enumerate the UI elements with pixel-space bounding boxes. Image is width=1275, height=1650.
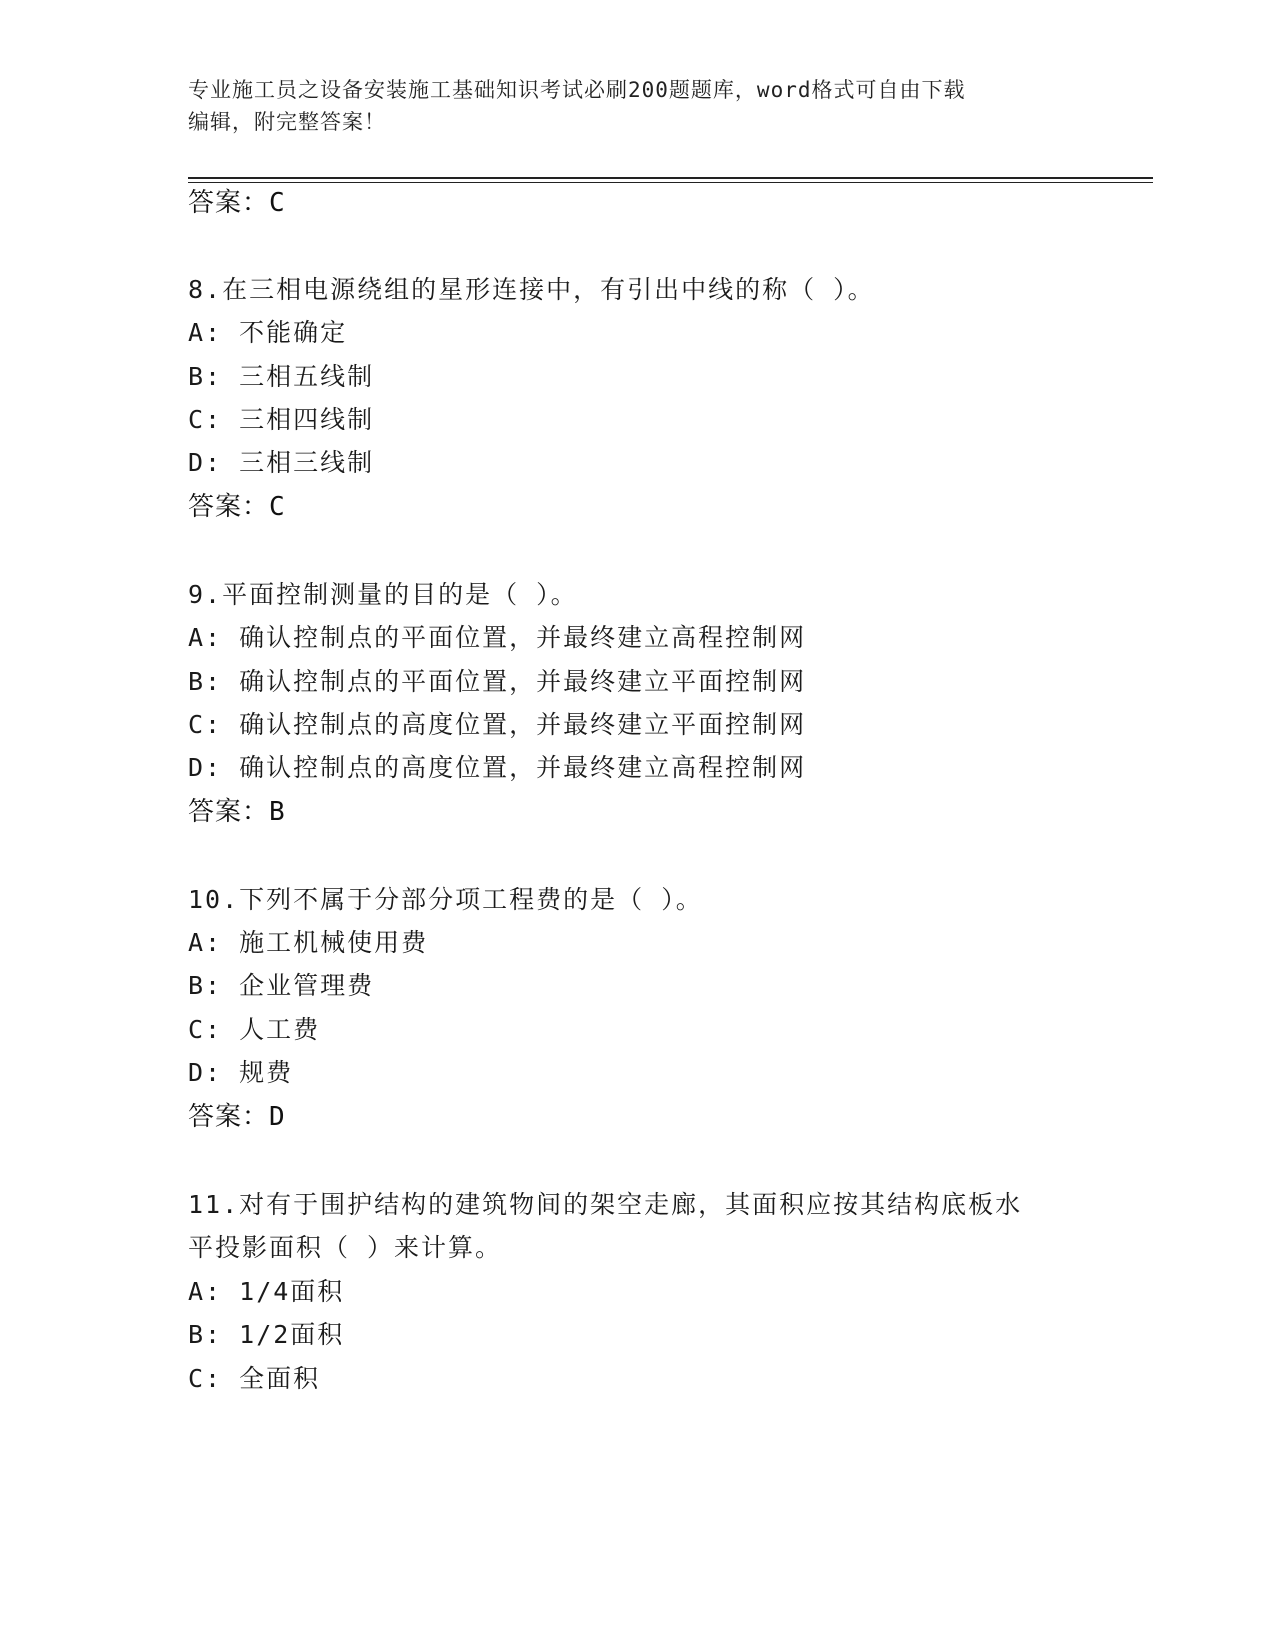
header-line-1: 专业施工员之设备安装施工基础知识考试必刷200题题库，word格式可自由下载 — [188, 78, 966, 102]
question-8-option-c: C: 三相四线制 — [188, 405, 375, 434]
answer-value: C — [269, 188, 286, 218]
question-8-stem: 8.在三相电源绕组的星形连接中，有引出中线的称（ ）。 — [188, 275, 875, 304]
question-8-option-a: A: 不能确定 — [188, 318, 348, 347]
answer-9 — [188, 795, 286, 829]
question-11-stem-line-2: 平投影面积（ ）来计算。 — [188, 1233, 503, 1262]
answer-8 — [188, 490, 286, 524]
question-8-option-b: B: 三相五线制 — [188, 362, 375, 391]
question-11-option-a: A: 1/4面积 — [188, 1277, 345, 1306]
question-11-option-b: B: 1/2面积 — [188, 1320, 345, 1349]
answer-value: C — [269, 492, 286, 522]
question-10-stem: 10.下列不属于分部分项工程费的是（ ）。 — [188, 885, 703, 914]
question-10-option-c: C: 人工费 — [188, 1015, 321, 1044]
question-10-option-b: B: 企业管理费 — [188, 971, 375, 1000]
answer-value: D — [269, 1102, 286, 1132]
question-11-stem-line-1: 11.对有于围护结构的建筑物间的架空走廊，其面积应按其结构底板水 — [188, 1190, 1023, 1219]
answer-prev — [188, 186, 286, 220]
question-9-option-d: D: 确认控制点的高度位置，并最终建立高程控制网 — [188, 753, 807, 782]
answer-label: 答案： — [188, 492, 270, 522]
document-header — [188, 74, 1088, 138]
question-10-option-d: D: 规费 — [188, 1058, 294, 1087]
answer-label: 答案： — [188, 188, 270, 218]
question-9-option-a: A: 确认控制点的平面位置，并最终建立高程控制网 — [188, 623, 807, 652]
question-11-option-c: C: 全面积 — [188, 1364, 321, 1393]
question-9-option-c: C: 确认控制点的高度位置，并最终建立平面控制网 — [188, 710, 807, 739]
question-9-option-b: B: 确认控制点的平面位置，并最终建立平面控制网 — [188, 667, 807, 696]
answer-value: B — [269, 797, 286, 827]
answer-label: 答案： — [188, 1102, 270, 1132]
question-9-stem: 9.平面控制测量的目的是（ ）。 — [188, 580, 578, 609]
header-rule-thin — [188, 182, 1153, 183]
question-10-option-a: A: 施工机械使用费 — [188, 928, 429, 957]
answer-10 — [188, 1100, 286, 1134]
answer-label: 答案： — [188, 797, 270, 827]
header-rule-thick — [188, 177, 1153, 179]
header-line-2: 编辑，附完整答案！ — [188, 110, 386, 134]
question-8-option-d: D: 三相三线制 — [188, 448, 375, 477]
